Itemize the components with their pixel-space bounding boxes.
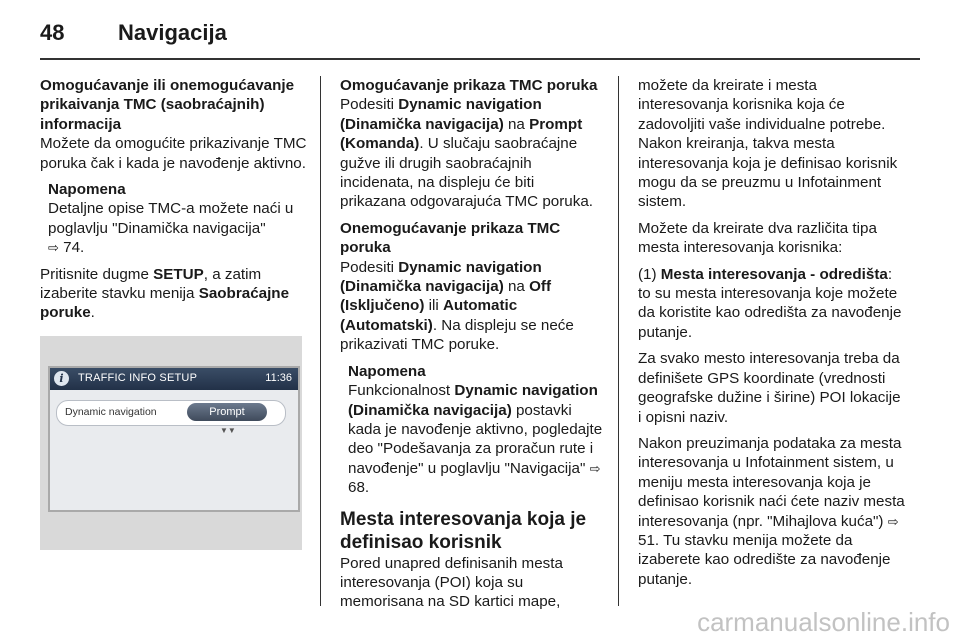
page-ref-arrow-icon: ⇨	[589, 460, 601, 476]
setting-label: Dynamic navigation	[65, 406, 157, 418]
page-ref[interactable]: 51.	[638, 531, 660, 549]
page-ref-arrow-icon: ⇨	[887, 513, 899, 529]
watermark: carmanualsonline.info	[697, 607, 950, 637]
note-box	[40, 180, 308, 258]
note-box: Napomena Funkcionalnost Dynamic navigation (Dinamička navigacija) postavki kada je navođenje aktivno, pogledajte deo "Podešavanja za proračun rute i navođenje" u poglavlju "Navigacija" ⇨ 68.	[348, 362, 603, 497]
page-ref[interactable]: 74.	[63, 239, 85, 257]
paragraph: Možete da omogućite prikazivanje TMC poruka čak i kada je navođenje aktivno.	[40, 135, 307, 172]
page-header	[40, 14, 920, 58]
paragraph: Podesiti Dynamic navigation (Dinamička navigacija) na Off (Isključeno) ili Automatic (Automatski). Na displeju se neće prikazivati TMC poruke.	[340, 258, 574, 354]
page-number: 48	[40, 20, 65, 45]
paragraph: Pored unapred definisanih mesta interesovanja (POI) koja su memorisana na SD kartici mape,	[340, 554, 563, 611]
column-left	[40, 76, 308, 330]
paragraph: Nakon preuzimanja podataka za mesta interesovanja u Infotainment sistem, u meniju mesta interesovanja koja je definisao korisnik naći ćete naziv mesta interesovanja (npr. "Mihajlova kuća") ⇨ 51. Tu stavku menija možete da izaberete kao odredište za navođenje putanje.	[638, 434, 905, 588]
chevron-down-icon: ▼▼	[220, 426, 236, 435]
screen-clock: 11:36	[265, 372, 292, 384]
setting-value-button[interactable]: Prompt	[187, 403, 267, 421]
screen-title-bar	[50, 368, 298, 390]
paragraph: možete da kreirate i mesta interesovanja korisnika koja će zadovoljiti vaše individualne potrebe. Nakon kreiranja, takva mesta interesovanja koja je definisao korisnik mogu da se preuzmu u Infotainment sistem.	[638, 77, 898, 211]
setting-row-dynamic-navigation[interactable]	[56, 400, 286, 435]
page-ref[interactable]: 68.	[348, 479, 370, 497]
column-middle	[340, 76, 604, 619]
column-right	[638, 76, 906, 596]
paragraph: Podesiti Dynamic navigation (Dinamička navigacija) na Prompt (Komanda). U slučaju saobraćajne gužve ili drugih saobraćajnih incidenata, na displeju će biti prikazana odgovarajuća TMC poruka.	[340, 96, 593, 211]
note-title: Napomena	[48, 181, 126, 199]
section-title: Mesta interesovanja koja je definisao korisnik	[340, 508, 587, 553]
screenshot-figure	[40, 336, 302, 550]
infotainment-screen	[48, 366, 300, 512]
section-heading: Onemogućavanje prikaza TMC poruka	[340, 219, 561, 257]
paragraph: Pritisnite dugme SETUP, a zatim izaberite stavku menija Saobraćajne poruke.	[40, 265, 290, 322]
header-divider	[40, 58, 920, 60]
page-title: Navigacija	[118, 20, 227, 45]
note-title: Napomena	[348, 362, 426, 380]
paragraph: (1) Mesta interesovanja - odredišta: to su mesta interesovanja koje možete da koristite kao odredišta za navođenje putanje.	[638, 265, 902, 341]
column-divider	[618, 76, 619, 606]
section-heading: Omogućavanje ili onemogućavanje prikaivanja TMC (saobraćajnih) informacija	[40, 77, 295, 133]
section-heading: Omogućavanje prikaza TMC poruka	[340, 77, 598, 94]
info-icon: i	[54, 371, 69, 386]
paragraph: Za svako mesto interesovanja treba da definišete GPS koordinate (vrednosti geografske dužine i širine) POI lokacije i opisni naziv.	[638, 350, 901, 426]
note-text: Detaljne opise TMC-a možete naći u poglavlju "Dinamička navigacija"	[48, 200, 294, 237]
paragraph: Možete da kreirate dva različita tipa mesta interesovanja korisnika:	[638, 219, 877, 257]
page-ref-arrow-icon: ⇨	[48, 240, 59, 256]
screen-title: TRAFFIC INFO SETUP	[78, 372, 198, 384]
column-divider	[320, 76, 321, 606]
